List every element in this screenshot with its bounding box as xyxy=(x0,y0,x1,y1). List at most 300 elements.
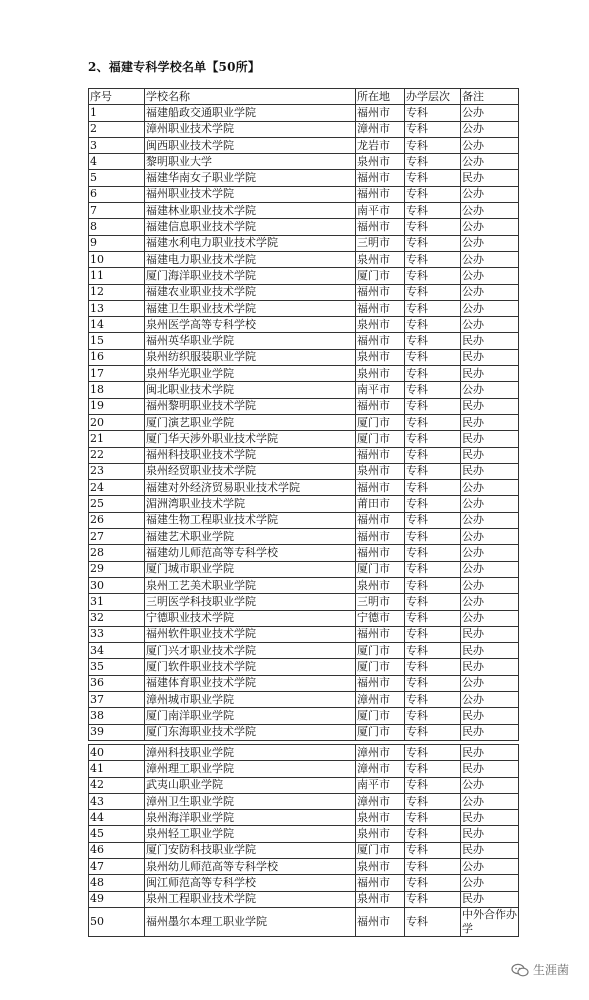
cell-level: 专科 xyxy=(405,366,461,382)
cell-school-name: 湄洲湾职业技术学院 xyxy=(145,496,356,512)
cell-location: 福州市 xyxy=(356,675,405,691)
cell-number: 8 xyxy=(89,219,145,235)
cell-number: 4 xyxy=(89,154,145,170)
cell-school-name: 泉州经贸职业技术学院 xyxy=(145,463,356,479)
header-cell-number: 序号 xyxy=(89,89,145,105)
cell-number: 16 xyxy=(89,349,145,365)
table-row xyxy=(89,186,519,202)
cell-location: 厦门市 xyxy=(356,268,405,284)
cell-school-name: 泉州医学高等专科学校 xyxy=(145,317,356,333)
cell-level: 专科 xyxy=(405,414,461,430)
cell-remark: 公办 xyxy=(461,545,519,561)
table-row xyxy=(89,121,519,137)
cell-school-name: 闽北职业技术学院 xyxy=(145,382,356,398)
cell-level: 专科 xyxy=(405,219,461,235)
cell-level: 专科 xyxy=(405,529,461,545)
cell-level: 专科 xyxy=(405,875,461,891)
cell-level: 专科 xyxy=(405,810,461,826)
cell-number: 40 xyxy=(89,745,145,761)
table-row xyxy=(89,724,519,740)
table-row xyxy=(89,154,519,170)
table-row xyxy=(89,545,519,561)
table-row xyxy=(89,907,519,936)
table-row xyxy=(89,859,519,875)
cell-location: 漳州市 xyxy=(356,121,405,137)
cell-level: 专科 xyxy=(405,105,461,121)
table-row xyxy=(89,561,519,577)
cell-level: 专科 xyxy=(405,610,461,626)
table-row xyxy=(89,414,519,430)
cell-school-name: 三明医学科技职业学院 xyxy=(145,594,356,610)
cell-number: 45 xyxy=(89,826,145,842)
cell-number: 39 xyxy=(89,724,145,740)
cell-level: 专科 xyxy=(405,154,461,170)
cell-number: 18 xyxy=(89,382,145,398)
cell-location: 泉州市 xyxy=(356,859,405,875)
cell-remark: 公办 xyxy=(461,859,519,875)
table-row xyxy=(89,675,519,691)
cell-location: 厦门市 xyxy=(356,724,405,740)
cell-level: 专科 xyxy=(405,268,461,284)
cell-location: 泉州市 xyxy=(356,349,405,365)
cell-level: 专科 xyxy=(405,891,461,907)
cell-school-name: 厦门安防科技职业学院 xyxy=(145,842,356,858)
cell-number: 3 xyxy=(89,137,145,153)
table-row xyxy=(89,170,519,186)
table-row xyxy=(89,463,519,479)
cell-school-name: 福州墨尔本理工职业学院 xyxy=(145,907,356,936)
cell-number: 7 xyxy=(89,203,145,219)
cell-location: 福州市 xyxy=(356,333,405,349)
cell-number: 11 xyxy=(89,268,145,284)
cell-location: 厦门市 xyxy=(356,431,405,447)
cell-level: 专科 xyxy=(405,793,461,809)
table-row xyxy=(89,810,519,826)
cell-remark: 民办 xyxy=(461,414,519,430)
cell-location: 福州市 xyxy=(356,480,405,496)
cell-school-name: 泉州工程职业技术学院 xyxy=(145,891,356,907)
cell-location: 泉州市 xyxy=(356,366,405,382)
table-row xyxy=(89,235,519,251)
table-row xyxy=(89,447,519,463)
cell-location: 莆田市 xyxy=(356,496,405,512)
cell-school-name: 福建林业职业技术学院 xyxy=(145,203,356,219)
cell-location: 福州市 xyxy=(356,512,405,528)
cell-school-name: 闽西职业技术学院 xyxy=(145,137,356,153)
cell-school-name: 福建对外经济贸易职业技术学院 xyxy=(145,480,356,496)
cell-remark: 公办 xyxy=(461,121,519,137)
cell-school-name: 漳州城市职业学院 xyxy=(145,691,356,707)
cell-number: 31 xyxy=(89,594,145,610)
cell-level: 专科 xyxy=(405,594,461,610)
cell-level: 专科 xyxy=(405,577,461,593)
cell-school-name: 福建信息职业技术学院 xyxy=(145,219,356,235)
cell-number: 44 xyxy=(89,810,145,826)
table-row xyxy=(89,793,519,809)
cell-remark: 公办 xyxy=(461,610,519,626)
cell-school-name: 泉州工艺美术职业学院 xyxy=(145,577,356,593)
cell-number: 9 xyxy=(89,235,145,251)
cell-number: 43 xyxy=(89,793,145,809)
cell-school-name: 福建水利电力职业技术学院 xyxy=(145,235,356,251)
cell-remark: 民办 xyxy=(461,398,519,414)
table-row xyxy=(89,708,519,724)
cell-remark: 公办 xyxy=(461,284,519,300)
cell-level: 专科 xyxy=(405,907,461,936)
cell-number: 1 xyxy=(89,105,145,121)
cell-number: 41 xyxy=(89,761,145,777)
cell-remark: 公办 xyxy=(461,300,519,316)
cell-remark: 公办 xyxy=(461,382,519,398)
cell-location: 厦门市 xyxy=(356,659,405,675)
cell-school-name: 厦门兴才职业技术学院 xyxy=(145,643,356,659)
cell-school-name: 福建船政交通职业学院 xyxy=(145,105,356,121)
cell-location: 福州市 xyxy=(356,186,405,202)
table-row xyxy=(89,594,519,610)
cell-remark: 公办 xyxy=(461,235,519,251)
cell-level: 专科 xyxy=(405,724,461,740)
cell-number: 19 xyxy=(89,398,145,414)
cell-school-name: 福建华南女子职业学院 xyxy=(145,170,356,186)
table-row xyxy=(89,761,519,777)
cell-location: 泉州市 xyxy=(356,826,405,842)
cell-remark: 民办 xyxy=(461,366,519,382)
cell-remark: 公办 xyxy=(461,793,519,809)
cell-location: 福州市 xyxy=(356,875,405,891)
cell-level: 专科 xyxy=(405,643,461,659)
table-row xyxy=(89,349,519,365)
cell-number: 28 xyxy=(89,545,145,561)
cell-remark: 公办 xyxy=(461,317,519,333)
cell-level: 专科 xyxy=(405,284,461,300)
cell-level: 专科 xyxy=(405,317,461,333)
cell-location: 泉州市 xyxy=(356,577,405,593)
header-cell-level: 办学层次 xyxy=(405,89,461,105)
cell-number: 23 xyxy=(89,463,145,479)
table-row xyxy=(89,875,519,891)
cell-school-name: 福州软件职业技术学院 xyxy=(145,626,356,642)
cell-location: 福州市 xyxy=(356,284,405,300)
page-title: 2、福建专科学校名单【50所】 xyxy=(88,60,261,74)
cell-location: 厦门市 xyxy=(356,842,405,858)
cell-level: 专科 xyxy=(405,859,461,875)
cell-remark: 公办 xyxy=(461,875,519,891)
cell-location: 南平市 xyxy=(356,203,405,219)
table-row xyxy=(89,891,519,907)
cell-number: 47 xyxy=(89,859,145,875)
table-row xyxy=(89,826,519,842)
table-row xyxy=(89,643,519,659)
cell-number: 26 xyxy=(89,512,145,528)
cell-remark: 民办 xyxy=(461,170,519,186)
cell-number: 32 xyxy=(89,610,145,626)
cell-remark: 民办 xyxy=(461,463,519,479)
cell-location: 南平市 xyxy=(356,382,405,398)
cell-school-name: 福建体育职业技术学院 xyxy=(145,675,356,691)
cell-school-name: 厦门软件职业技术学院 xyxy=(145,659,356,675)
cell-school-name: 厦门城市职业学院 xyxy=(145,561,356,577)
table-row xyxy=(89,382,519,398)
cell-remark: 公办 xyxy=(461,577,519,593)
cell-number: 10 xyxy=(89,251,145,267)
cell-remark: 公办 xyxy=(461,105,519,121)
cell-level: 专科 xyxy=(405,121,461,137)
cell-number: 14 xyxy=(89,317,145,333)
table-row xyxy=(89,496,519,512)
cell-number: 34 xyxy=(89,643,145,659)
header-cell-school-name: 学校名称 xyxy=(145,89,356,105)
cell-number: 33 xyxy=(89,626,145,642)
table-row xyxy=(89,691,519,707)
cell-remark: 民办 xyxy=(461,842,519,858)
cell-school-name: 漳州卫生职业学院 xyxy=(145,793,356,809)
cell-number: 36 xyxy=(89,675,145,691)
cell-remark: 民办 xyxy=(461,626,519,642)
cell-level: 专科 xyxy=(405,300,461,316)
table-row xyxy=(89,431,519,447)
cell-level: 专科 xyxy=(405,512,461,528)
cell-school-name: 泉州纺织服装职业学院 xyxy=(145,349,356,365)
table-header-row xyxy=(89,89,519,105)
cell-level: 专科 xyxy=(405,349,461,365)
cell-level: 专科 xyxy=(405,447,461,463)
cell-number: 25 xyxy=(89,496,145,512)
cell-number: 49 xyxy=(89,891,145,907)
cell-school-name: 福州科技职业技术学院 xyxy=(145,447,356,463)
cell-location: 南平市 xyxy=(356,777,405,793)
cell-remark: 民办 xyxy=(461,431,519,447)
table-row xyxy=(89,284,519,300)
table-row xyxy=(89,268,519,284)
cell-school-name: 厦门演艺职业学院 xyxy=(145,414,356,430)
cell-remark: 公办 xyxy=(461,561,519,577)
cell-location: 泉州市 xyxy=(356,154,405,170)
cell-school-name: 福建幼儿师范高等专科学校 xyxy=(145,545,356,561)
cell-location: 厦门市 xyxy=(356,561,405,577)
cell-remark: 民办 xyxy=(461,708,519,724)
header-cell-remark: 备注 xyxy=(461,89,519,105)
cell-level: 专科 xyxy=(405,745,461,761)
cell-remark: 公办 xyxy=(461,203,519,219)
cell-remark: 公办 xyxy=(461,777,519,793)
cell-location: 福州市 xyxy=(356,170,405,186)
cell-number: 13 xyxy=(89,300,145,316)
cell-level: 专科 xyxy=(405,659,461,675)
wechat-watermark xyxy=(511,961,569,978)
cell-location: 龙岩市 xyxy=(356,137,405,153)
table-row xyxy=(89,777,519,793)
cell-location: 泉州市 xyxy=(356,251,405,267)
cell-school-name: 厦门海洋职业技术学院 xyxy=(145,268,356,284)
cell-location: 福州市 xyxy=(356,447,405,463)
cell-school-name: 漳州科技职业学院 xyxy=(145,745,356,761)
cell-location: 漳州市 xyxy=(356,761,405,777)
cell-location: 漳州市 xyxy=(356,691,405,707)
cell-school-name: 厦门华天涉外职业技术学院 xyxy=(145,431,356,447)
cell-location: 宁德市 xyxy=(356,610,405,626)
cell-remark: 民办 xyxy=(461,745,519,761)
cell-level: 专科 xyxy=(405,675,461,691)
cell-remark: 公办 xyxy=(461,186,519,202)
cell-school-name: 漳州职业技术学院 xyxy=(145,121,356,137)
table-row xyxy=(89,610,519,626)
cell-remark: 公办 xyxy=(461,594,519,610)
table-row xyxy=(89,512,519,528)
cell-number: 29 xyxy=(89,561,145,577)
cell-location: 三明市 xyxy=(356,594,405,610)
table-row xyxy=(89,105,519,121)
cell-location: 福州市 xyxy=(356,907,405,936)
cell-level: 专科 xyxy=(405,480,461,496)
table-row xyxy=(89,203,519,219)
table-row xyxy=(89,577,519,593)
cell-remark: 民办 xyxy=(461,724,519,740)
cell-number: 5 xyxy=(89,170,145,186)
cell-remark: 公办 xyxy=(461,154,519,170)
header-cell-location: 所在地 xyxy=(356,89,405,105)
cell-level: 专科 xyxy=(405,333,461,349)
table-row xyxy=(89,626,519,642)
cell-location: 福州市 xyxy=(356,219,405,235)
cell-level: 专科 xyxy=(405,137,461,153)
table-row xyxy=(89,480,519,496)
cell-remark: 民办 xyxy=(461,659,519,675)
cell-level: 专科 xyxy=(405,398,461,414)
cell-location: 福州市 xyxy=(356,529,405,545)
table-row xyxy=(89,137,519,153)
cell-school-name: 福建农业职业技术学院 xyxy=(145,284,356,300)
cell-level: 专科 xyxy=(405,496,461,512)
cell-location: 三明市 xyxy=(356,235,405,251)
cell-location: 泉州市 xyxy=(356,891,405,907)
cell-location: 福州市 xyxy=(356,105,405,121)
cell-school-name: 福州职业技术学院 xyxy=(145,186,356,202)
cell-level: 专科 xyxy=(405,545,461,561)
cell-remark: 民办 xyxy=(461,333,519,349)
cell-number: 30 xyxy=(89,577,145,593)
cell-number: 15 xyxy=(89,333,145,349)
cell-level: 专科 xyxy=(405,708,461,724)
cell-remark: 公办 xyxy=(461,219,519,235)
cell-number: 2 xyxy=(89,121,145,137)
cell-remark: 民办 xyxy=(461,447,519,463)
table-row xyxy=(89,659,519,675)
cell-number: 24 xyxy=(89,480,145,496)
cell-number: 17 xyxy=(89,366,145,382)
cell-remark: 民办 xyxy=(461,761,519,777)
school-table-part-1 xyxy=(88,88,519,741)
cell-level: 专科 xyxy=(405,235,461,251)
cell-number: 46 xyxy=(89,842,145,858)
cell-number: 21 xyxy=(89,431,145,447)
cell-remark: 公办 xyxy=(461,529,519,545)
cell-level: 专科 xyxy=(405,186,461,202)
cell-number: 50 xyxy=(89,907,145,936)
wechat-icon xyxy=(511,963,529,977)
school-table-part-2 xyxy=(88,744,519,937)
cell-remark: 中外合作办学 xyxy=(462,907,517,935)
cell-number: 42 xyxy=(89,777,145,793)
cell-number: 6 xyxy=(89,186,145,202)
cell-number: 12 xyxy=(89,284,145,300)
cell-remark: 公办 xyxy=(461,137,519,153)
cell-location: 福州市 xyxy=(356,398,405,414)
table-row xyxy=(89,529,519,545)
cell-school-name: 福建电力职业技术学院 xyxy=(145,251,356,267)
cell-remark: 公办 xyxy=(461,480,519,496)
cell-level: 专科 xyxy=(405,463,461,479)
watermark-text: 生涯菌 xyxy=(532,963,569,977)
cell-location: 泉州市 xyxy=(356,317,405,333)
cell-school-name: 福建卫生职业技术学院 xyxy=(145,300,356,316)
cell-remark: 民办 xyxy=(461,349,519,365)
table-row xyxy=(89,842,519,858)
cell-location: 泉州市 xyxy=(356,463,405,479)
cell-remark: 公办 xyxy=(461,691,519,707)
cell-location: 福州市 xyxy=(356,300,405,316)
cell-level: 专科 xyxy=(405,431,461,447)
table-row xyxy=(89,745,519,761)
cell-school-name: 宁德职业技术学院 xyxy=(145,610,356,626)
cell-number: 37 xyxy=(89,691,145,707)
cell-level: 专科 xyxy=(405,251,461,267)
cell-location: 福州市 xyxy=(356,626,405,642)
cell-level: 专科 xyxy=(405,561,461,577)
cell-level: 专科 xyxy=(405,761,461,777)
cell-location: 漳州市 xyxy=(356,745,405,761)
cell-level: 专科 xyxy=(405,842,461,858)
cell-number: 48 xyxy=(89,875,145,891)
cell-remark: 公办 xyxy=(461,496,519,512)
cell-location: 泉州市 xyxy=(356,810,405,826)
cell-remark: 公办 xyxy=(461,251,519,267)
cell-location: 厦门市 xyxy=(356,708,405,724)
cell-school-name: 福州黎明职业技术学院 xyxy=(145,398,356,414)
cell-location: 漳州市 xyxy=(356,793,405,809)
cell-level: 专科 xyxy=(405,691,461,707)
cell-school-name: 泉州海洋职业学院 xyxy=(145,810,356,826)
cell-level: 专科 xyxy=(405,203,461,219)
table-row xyxy=(89,317,519,333)
cell-school-name: 漳州理工职业学院 xyxy=(145,761,356,777)
table-row xyxy=(89,300,519,316)
cell-remark: 民办 xyxy=(461,643,519,659)
cell-level: 专科 xyxy=(405,826,461,842)
cell-number: 22 xyxy=(89,447,145,463)
cell-school-name: 闽江师范高等专科学校 xyxy=(145,875,356,891)
cell-level: 专科 xyxy=(405,170,461,186)
cell-location: 厦门市 xyxy=(356,643,405,659)
cell-school-name: 厦门南洋职业学院 xyxy=(145,708,356,724)
table-row xyxy=(89,398,519,414)
cell-number: 35 xyxy=(89,659,145,675)
cell-number: 38 xyxy=(89,708,145,724)
table-row xyxy=(89,333,519,349)
cell-level: 专科 xyxy=(405,626,461,642)
cell-remark: 民办 xyxy=(461,810,519,826)
cell-school-name: 福州英华职业学院 xyxy=(145,333,356,349)
cell-school-name: 泉州幼儿师范高等专科学校 xyxy=(145,859,356,875)
cell-level: 专科 xyxy=(405,777,461,793)
cell-number: 20 xyxy=(89,414,145,430)
cell-school-name: 黎明职业大学 xyxy=(145,154,356,170)
cell-location: 厦门市 xyxy=(356,414,405,430)
cell-remark: 民办 xyxy=(461,891,519,907)
cell-remark: 公办 xyxy=(461,512,519,528)
cell-remark: 民办 xyxy=(461,826,519,842)
cell-school-name: 泉州华光职业学院 xyxy=(145,366,356,382)
cell-remark: 公办 xyxy=(461,675,519,691)
